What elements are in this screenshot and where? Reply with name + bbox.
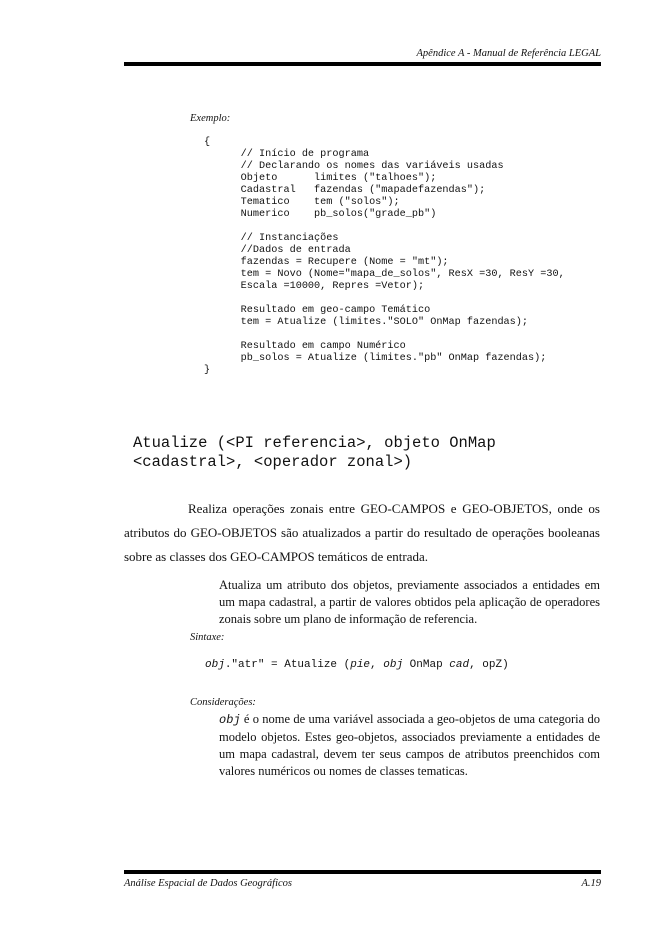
section-title: Atualize (<PI referencia>, objeto OnMap <cadastral>, <operador zonal>): [133, 434, 496, 471]
syntax-code: [205, 659, 509, 671]
footer-title: Análise Espacial de Dados Geográficos: [124, 878, 292, 889]
code-line: [204, 293, 565, 305]
code-line: fazendas = Recupere (Nome = "mt");: [204, 257, 449, 268]
code-line: pb_solos = Atualize (limites."pb" OnMap fazendas);: [204, 353, 547, 364]
syntax-part: pie: [350, 659, 371, 671]
code-line: {: [204, 137, 211, 148]
code-line: //Dados de entrada: [204, 245, 351, 256]
code-line: [204, 221, 565, 233]
example-label: Exemplo:: [190, 113, 231, 124]
code-line: Cadastral fazendas ("mapadefazendas");: [204, 185, 486, 196]
considerations-code: obj: [219, 713, 241, 727]
code-line: [204, 329, 565, 341]
code-line: // Declarando os nomes das variáveis usadas: [204, 161, 504, 172]
code-line: Escala =10000, Repres =Vetor);: [204, 281, 425, 292]
header-rule: [124, 62, 601, 66]
example-code-block: [204, 137, 565, 377]
code-line: // Instanciações: [204, 233, 339, 244]
syntax-label: Sintaxe:: [190, 632, 225, 643]
considerations-label: Considerações:: [190, 697, 256, 708]
code-line: tem = Novo (Nome="mapa_de_solos", ResX =30, ResY =30,: [204, 269, 565, 280]
description-paragraph: Atualiza um atributo dos objetos, previamente associados a entidades em um mapa cadastral, a partir de valores obtidos pela aplicação de operadores zonais sobre um plano de informação de referencia.: [219, 578, 600, 626]
footer-rule: [124, 870, 601, 874]
syntax-part: OnMap: [403, 659, 450, 671]
code-line: Resultado em campo Numérico: [204, 341, 406, 352]
page-header: Apêndice A - Manual de Referência LEGAL: [416, 48, 601, 59]
considerations-text: é o nome de uma variável associada a geo-objetos de uma categoria do modelo objetos. Estes geo-objetos, associados previamente a entidades de um mapa cadastral, devem ter seus campos de atributos preenchidos com valores numéricos ou nomes de classes tematicas.: [219, 712, 600, 778]
intro-text: Realiza operações zonais entre GEO-CAMPOS e GEO-OBJETOS, onde os atributos do GEO-OBJETOS são atualizados a partir do resultado de operações booleanas sobre as classes dos GEO-CAMPOS temáticos de entrada.: [124, 501, 600, 564]
code-line: // Início de programa: [204, 149, 370, 160]
syntax-part: ."atr" = Atualize (: [224, 659, 351, 671]
code-line: tem = Atualize (limites."SOLO" OnMap fazendas);: [204, 317, 529, 328]
intro-paragraph: [124, 497, 600, 569]
syntax-part: , opZ): [469, 659, 509, 671]
code-line: }: [204, 365, 211, 376]
considerations-paragraph: [219, 711, 600, 780]
syntax-part: obj: [383, 659, 404, 671]
code-line: Resultado em geo-campo Temático: [204, 305, 431, 316]
code-line: Objeto limites ("talhoes");: [204, 173, 437, 184]
page-number: A.19: [581, 878, 601, 889]
code-line: Numerico pb_solos("grade_pb"): [204, 209, 437, 220]
syntax-part: obj: [205, 659, 225, 671]
syntax-part: ,: [370, 659, 384, 671]
code-line: Tematico tem ("solos");: [204, 197, 400, 208]
syntax-part: cad: [449, 659, 470, 671]
